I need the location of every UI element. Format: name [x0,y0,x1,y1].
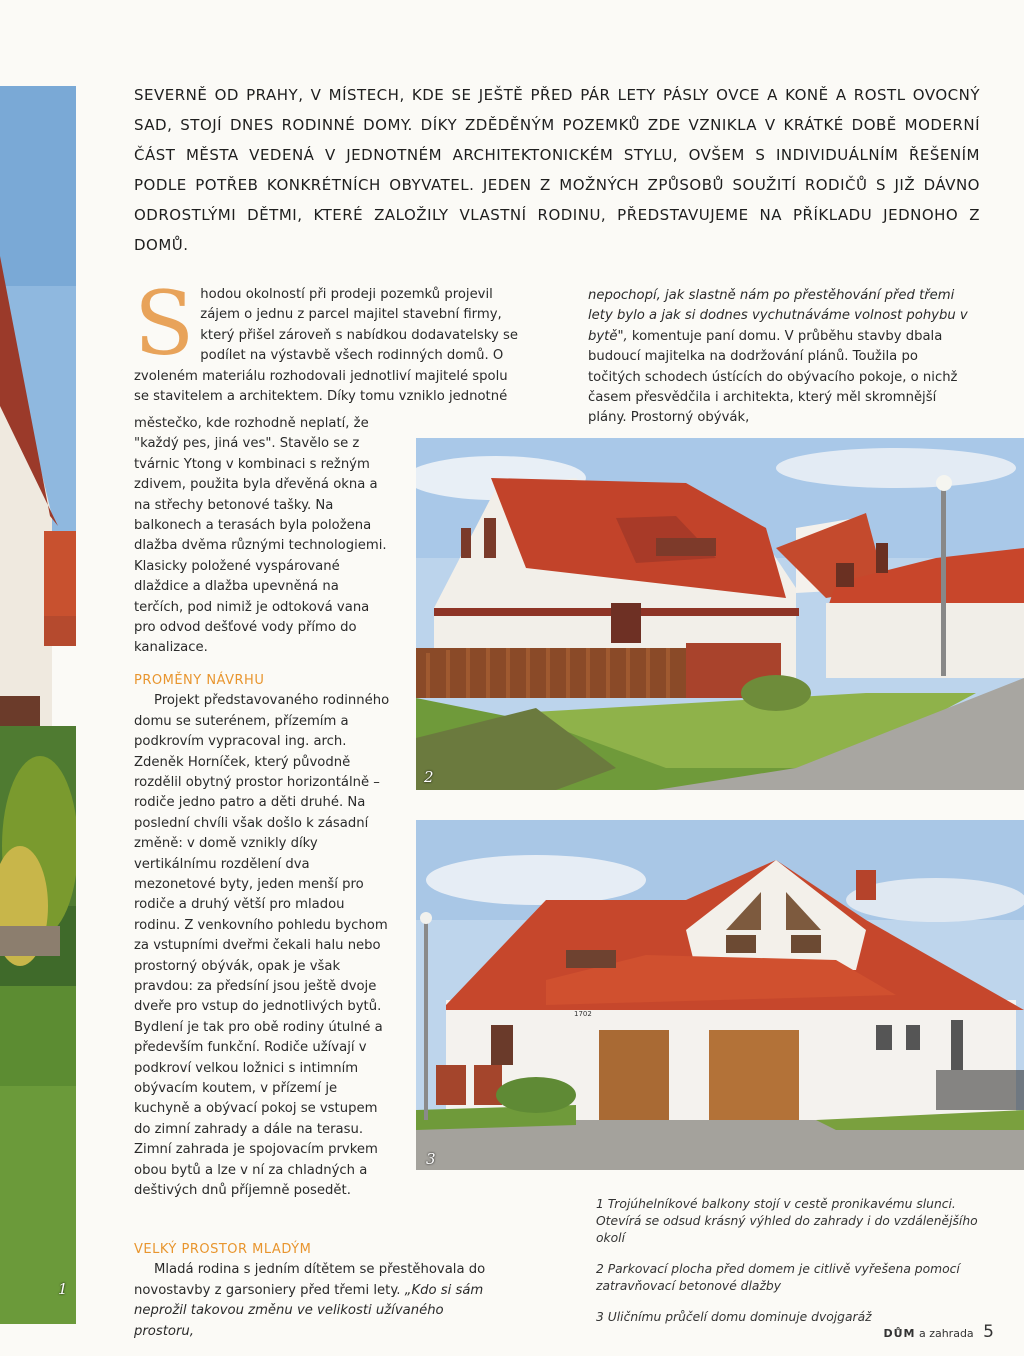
article-column-1-wide [134,272,526,407]
photo-2-number: 2 [424,768,434,786]
section-heading-promeny: PROMĚNY NÁVRHU [134,672,265,688]
photo-2-house-parking [416,438,1024,790]
photo-captions [596,1196,996,1340]
caption-3: 3 Uličnímu průčelí domu dominuje dvojgaráž [596,1310,872,1324]
article-column-2-text: komentuje paní domu. V průběhu stavby dbala budoucí majitelka na dodržování plánů. Toužila po točitých schodech ústících do obývacího pokoje, o nichž časem přesvědčila i architekta, který měl skromnější plány. Prostorný obývák, [588,328,958,426]
photo-1-strip [0,86,76,1324]
photo-3-house-garage [416,820,1024,1170]
page-number: 5 [983,1322,994,1342]
house-number: 1702 [574,1010,592,1018]
article-paragraph-1-wide: hodou okolností při prodeji pozemků projevil zájem o jednu z parcel majitel stavební firmy, který přišel zároveň s nabídkou dodavatelsky se podílet na výstavbě všech rodinných domů. O zvoleném materiálu rozhodovali jednotliví majitelé spolu se stavitelem a architektem. Díky tomu vzniklo jednotné [134,287,519,405]
article-column-2 [588,286,974,429]
section-heading-velky-prostor: VELKÝ PROSTOR MLADÝM [134,1242,312,1257]
caption-2: 2 Parkovací plocha před domem je citlivě vyřešena pomocí zatravňovací betonové dlažby [596,1262,960,1293]
magazine-brand: DŮM [883,1327,916,1340]
article-column-1-bottom [134,1240,504,1342]
article-paragraph-2: Projekt představovaného rodinného domu se suterénem, přízemím a podkrovím vypracoval ing. arch. Zdeněk Horníček, který původně rozdělil obytný prostor horizontálně – rodiče jedno patro a děti druhé. Na poslední chvíli však došlo k zásadní změně: v domě vznikly díky vertikálnímu rozdělení dva mezonetové byty, jeden menší pro rodiče a druhý větší pro mladou rodinu. Z venkovního pohledu bychom za vstupními dveřmi čekali halu nebo prostorný obývák, opak je však pravdou: za předsíní jsou ještě dvoje dveře pro vstup do jednotlivých bytů. Bydlení je tak pro obě rodiny útulné a především funkční. Rodiče užívají v podkroví velkou ložnici s intimním obývacím koutem, v přízemí je kuchyně a obývací pokoj se vstupem do zimní zahrady a dále na terasu. Zimní zahrada je spojovacím prvkem obou bytů a lze v ní za chladných a deštivých dnů příjemně posedět. [134,693,390,1199]
caption-1: 1 Trojúhelníkové balkony stojí v cestě pronikavému slunci. Otevírá se odsud krásný výhled do zahrady i do vzdálenějšího okolí [596,1197,978,1245]
article-column-1 [134,414,392,1201]
photo-3-number: 3 [426,1150,436,1168]
page-footer [883,1322,994,1342]
article-quote-start: „Kdo si sám neprožil takovou změnu ve velikosti užívaného prostoru, [134,1282,484,1339]
article-paragraph-3: Mladá rodina s jedním dítětem se přestěhovala do novostavby z garsoniery před třemi lety. [134,1262,486,1298]
intro-paragraph: SEVERNĚ OD PRAHY, V MÍSTECH, KDE SE JEŠTĚ PŘED PÁR LETY PÁSLY OVCE A KONĚ A ROSTL OVOCNÝ SAD, STOJÍ DNES RODINNÉ DOMY. DÍKY ZDĚDĚNÝM POZEMKŮ ZDE VZNIKLA V KRÁTKÉ DOBĚ MODERNÍ ČÁST MĚSTA VEDENÁ V JEDNOTNÉM ARCHITEKTONICKÉM STYLU, OVŠEM S INDIVIDUÁLNÍM ŘEŠENÍM PODLE POTŘEB KONKRÉTNÍCH OBYVATEL. JEDEN Z MOŽNÝCH ZPŮSOBŮ SOUŽITÍ RODIČŮ S JIŽ DÁVNO ODROSTLÝMI DĚTMI, KTERÉ ZALOŽILY VLASTNÍ RODINU, PŘEDSTAVUJEME NA PŘÍKLADU JEDNOHO Z DOMŮ. [134,86,980,254]
article-quote-end: nepochopí, jak slastně nám po přestěhování před třemi lety bylo a jak si dodnes vychutnáváme volnost pohybu v bytě", [588,288,968,344]
drop-cap: S [134,272,195,375]
magazine-brand-tail: a zahrada [918,1327,974,1340]
article-paragraph-1-narrow: městečko, kde rozhodně neplatí, že "každý pes, jiná ves". Stavělo se z tvárnic Ytong v kombinaci s režným zdivem, použita byla dřevěná okna a na střechy betonové tašky. Na balkonech a terasách byla položena dlažba dvěma různými technologiemi. Klasicky položené vyspárované dlaždice a dlažba upevněná na terčích, pod nimiž je odtoková vana pro odvod dešťové vody přímo do kanalizace. [134,416,387,656]
photo-1-number: 1 [58,1280,68,1298]
